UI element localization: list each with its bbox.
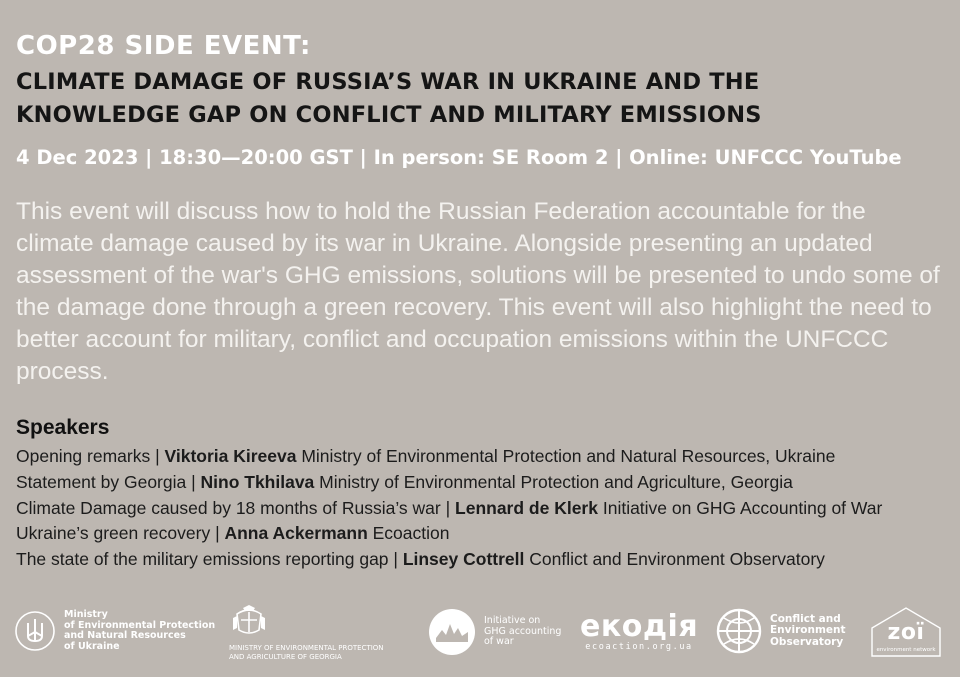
speakers-heading: Speakers (16, 416, 110, 439)
ukraine-ministry-logo (14, 610, 215, 652)
zoi-subtitle: environment network (876, 647, 936, 653)
ghg-initiative-logo (428, 608, 561, 656)
speaker-name: Nino Tkhilava (200, 471, 315, 492)
ekodiya-wordmark: екодія (580, 609, 699, 644)
header (16, 28, 946, 132)
speaker-org: Conflict and Environment Observatory (524, 549, 825, 570)
speaker-line (16, 444, 951, 470)
speaker-role: Climate Damage caused by 18 months of Russia’s war | (16, 497, 456, 518)
speaker-line (16, 470, 951, 496)
speaker-name: Anna Ackermann (224, 523, 368, 544)
speaker-role: Statement by Georgia | (16, 471, 201, 492)
ghg-initiative-text: Initiative on GHG accounting of war (484, 615, 562, 648)
speaker-role: Ukraine’s green recovery | (16, 523, 225, 544)
speaker-org: Initiative on GHG Accounting of War (597, 497, 883, 518)
event-meta: 4 Dec 2023 | 18:30—20:00 GST | In person: SE Room 2 | Online: UNFCCC YouTube (16, 146, 902, 169)
speaker-line (16, 521, 951, 547)
event-description: This event will discuss how to hold the Russian Federation accountable for the climate damage caused by its war in Ukraine. Alongside presenting an updated assessment of the war's GHG emissions, solutions will be presented to undo some of the damage done through a green recovery. This event will also highlight the need to better account for military, conflict and occupation emissions within the UNFCCC process. (16, 198, 940, 385)
event-kicker: COP28 SIDE EVENT: (16, 31, 311, 61)
speaker-name: Linsey Cottrell (402, 549, 525, 570)
speaker-org: Ecoaction (367, 523, 450, 544)
ceobs-logo (716, 608, 846, 654)
explosion-cloud-icon (428, 608, 476, 656)
speaker-line (16, 547, 951, 573)
ekodiya-url: ecoaction.org.ua (585, 642, 693, 652)
ceobs-text: Conflict and Environment Observatory (770, 612, 846, 648)
speakers-section (16, 414, 951, 573)
speaker-name: Lennard de Klerk (455, 497, 598, 518)
ekodiya-logo (580, 609, 699, 652)
zoi-wordmark: zoï (887, 620, 925, 645)
event-title-line-1: CLIMATE DAMAGE OF RUSSIA’S WAR IN UKRAINE AND THE (16, 69, 760, 95)
trident-emblem-icon (14, 610, 56, 652)
zoi-logo (868, 604, 944, 662)
speaker-name: Viktoria Kireeva (164, 446, 297, 466)
globe-target-icon (716, 608, 762, 654)
georgia-coat-of-arms-icon (229, 604, 269, 638)
georgia-ministry-logo (229, 604, 384, 662)
partner-logos (0, 596, 960, 671)
ukraine-ministry-text: Ministry of Environmental Protection and Natural Resources of Ukraine (64, 609, 216, 652)
event-title (16, 66, 946, 132)
georgia-ministry-text: MINISTRY OF ENVIRONMENTAL PROTECTION AND AGRICULTURE OF GEORGIA (229, 644, 384, 661)
speaker-role: The state of the military emissions reporting gap | (16, 549, 403, 570)
speaker-org: Ministry of Environmental Protection and Natural Resources, Ukraine (296, 446, 836, 466)
speaker-line (16, 496, 951, 522)
event-title-line-2: KNOWLEDGE GAP ON CONFLICT AND MILITARY EMISSIONS (16, 102, 762, 128)
speaker-org: Ministry of Environmental Protection and Agriculture, Georgia (314, 471, 793, 492)
speaker-role: Opening remarks | (16, 446, 165, 466)
